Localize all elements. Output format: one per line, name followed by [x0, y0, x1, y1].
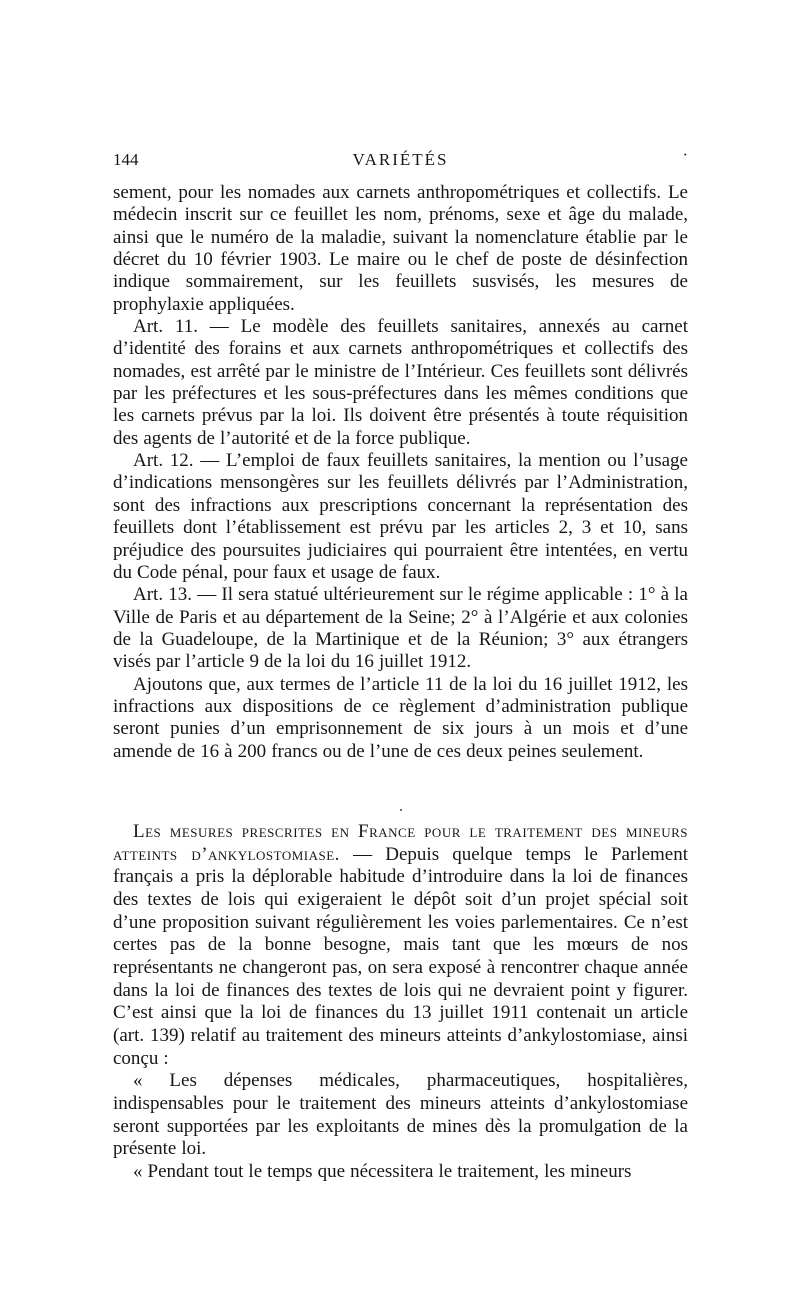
main-text-block: [113, 182, 688, 763]
paragraph-commentary: Ajoutons que, aux termes de l’article 11 de la loi du 16 juillet 1912, les infractions aux dispositions de ce règlement d’administration publique seront punies d’un emprisonnement de six jours à un mois et d’une amende de 16 à 200 francs ou de l’une de ces deux peines seulement.: [113, 673, 688, 762]
section-intro-paragraph: [113, 821, 688, 1070]
paragraph-article-11: Art. 11. — Le modèle des feuillets sanitaires, annexés au carnet d’identité des forains et aux carnets anthropométriques et collectifs des nomades, est arrêté par le ministre de l’Intérieur. Ces feuillets sont délivrés par les préfectures et les sous-préfectures dans les mêmes conditions que les carnets prévus par la loi. Ils doivent être présentés à toute réquisition des agents de l’autorité et de la force publique.: [113, 316, 688, 449]
paragraph-article-12: Art. 12. — L’emploi de faux feuillets sanitaires, la mention ou l’usage d’indications mensongères sur les feuillets délivrés par l’Administration, sont des infractions aux prescriptions concernant la représentation des feuillets dont l’établissement est prévu par les articles 2, 3 et 10, sans préjudice des poursuites judiciaires qui pourraient être intentées, en vertu du Code pénal, pour faux et usage de faux.: [113, 450, 688, 583]
running-title: VARIÉTÉS: [352, 150, 449, 169]
section-separator-dot: [400, 809, 402, 811]
paragraph-continuation: sement, pour les nomades aux carnets anthropométriques et collectifs. Le médecin inscrit sur ce feuillet les nom, prénoms, sexe et âge du malade, ainsi que le numéro de la maladie, suivant la nomenclature établie par le décret du 10 février 1903. Le maire ou le chef de poste de désinfection indique sommairement, sur les feuillets susvisés, les mesures de prophylaxie appliquées.: [113, 182, 688, 315]
section-text-block: [113, 821, 688, 1184]
paragraph-article-13: Art. 13. — Il sera statué ultérieurement sur le régime applicable : 1° à la Ville de Paris et au département de la Seine; 2° à l’Algérie et aux colonies de la Guadeloupe, de la Martinique et de la Réunion; 3° aux étrangers visés par l’article 9 de la loi du 16 juillet 1912.: [113, 584, 688, 673]
page-number: 144: [113, 150, 139, 169]
quoted-paragraph-1: « Les dépenses médicales, pharmaceutiques, hospitalières, indispensables pour le traitement des mineurs atteints d’ankylostomiase seront supportées par les exploitants de mines dès la promulgation de la présente loi.: [113, 1070, 688, 1160]
section-title: Les mesures prescrites en France pour le traitement des mineurs atteints d’ankylostomiase.: [113, 821, 688, 865]
section-body: — Depuis quelque temps le Parlement français a pris la déplorable habitude d’introduire dans la loi de finances des textes de lois qui exigeraient le dépôt soit d’un projet spécial soit d’une proposition suivant régulièrement les voies parlementaires. Ce n’est certes pas de la bonne besogne, mais tant que les mœurs de nos représentants ne changeront pas, on sera exposé à rencontrer chaque année dans la loi de finances des textes de lois qui ne devraient point y figurer. C’est ainsi que la loi de finances du 13 juillet 1911 contenait un article (art. 139) relatif au traitement des mineurs atteints d’ankylostomiase, ainsi conçu :: [113, 843, 688, 1069]
quoted-paragraph-2: « Pendant tout le temps que nécessitera le traitement, les mineurs: [133, 1160, 632, 1182]
page-header: [113, 148, 688, 172]
header-mark: ·: [682, 147, 688, 164]
